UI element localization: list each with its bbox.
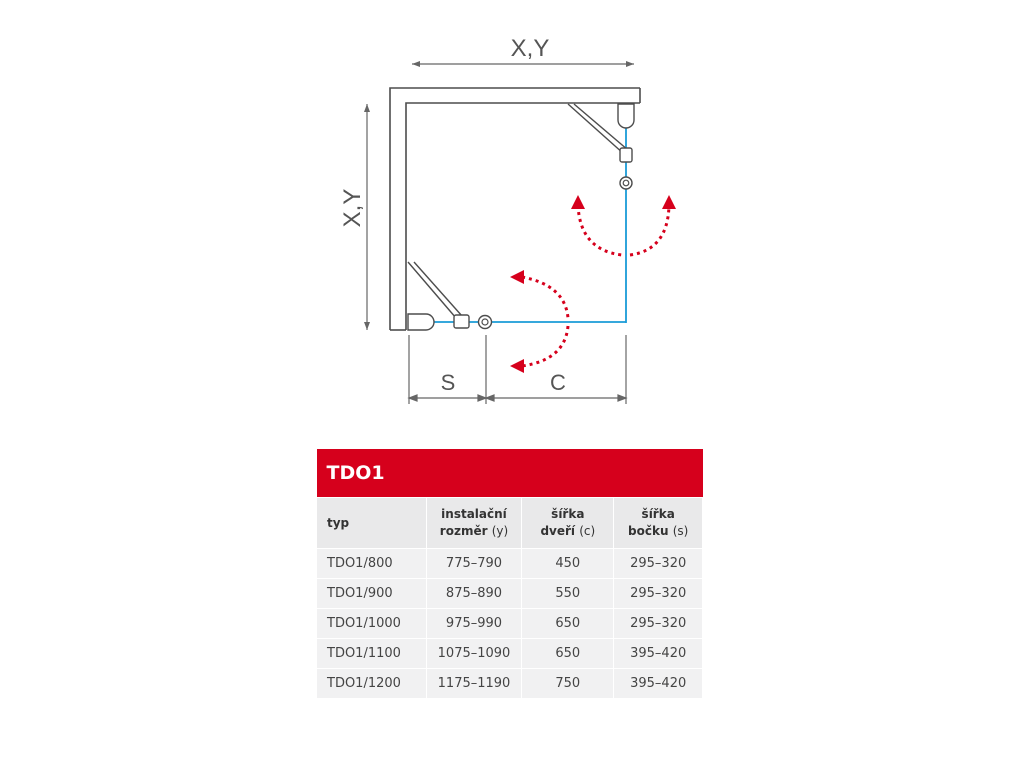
header-side-line1: šířka: [641, 507, 675, 521]
header-door-width: [522, 498, 614, 549]
cell-type: TDO1/1100: [317, 639, 427, 669]
side-dimension-label: S: [440, 370, 456, 395]
cell-door-width: 450: [522, 549, 614, 579]
cell-side-width: 395–420: [614, 669, 703, 699]
header-typ-label: typ: [327, 515, 350, 530]
wall-frame: [390, 88, 640, 330]
left-dimension-label: X,Y: [339, 188, 366, 228]
cell-type: TDO1/1200: [317, 669, 427, 699]
cell-install-size: 875–890: [426, 579, 522, 609]
table-title: TDO1: [317, 449, 703, 498]
cell-install-size: 975–990: [426, 609, 522, 639]
cell-install-size: 1175–1190: [426, 669, 522, 699]
cell-side-width: 295–320: [614, 609, 703, 639]
table-row: [317, 579, 703, 609]
header-side-width: [614, 498, 703, 549]
cell-door-width: 650: [522, 639, 614, 669]
top-dimension-label: X,Y: [510, 35, 550, 62]
header-install-line2: rozměr: [439, 524, 488, 538]
cell-side-width: 295–320: [614, 579, 703, 609]
cell-door-width: 550: [522, 579, 614, 609]
header-install-line1: instalační: [441, 507, 507, 521]
bottom-glass-panel: [408, 262, 626, 330]
cell-type: TDO1/800: [317, 549, 427, 579]
table-title-row: [317, 449, 703, 498]
cell-door-width: 750: [522, 669, 614, 699]
door-dimension-label: C: [550, 370, 566, 395]
table-row: [317, 669, 703, 699]
cell-side-width: 395–420: [614, 639, 703, 669]
cell-door-width: 650: [522, 609, 614, 639]
header-install-unit: (y): [491, 524, 509, 538]
header-side-line2: bočku: [628, 524, 669, 538]
cell-side-width: 295–320: [614, 549, 703, 579]
cell-install-size: 775–790: [426, 549, 522, 579]
cell-install-size: 1075–1090: [426, 639, 522, 669]
header-install-size: [426, 498, 522, 549]
header-typ: [317, 498, 427, 549]
table-row: [317, 549, 703, 579]
table-header-row: [317, 498, 703, 549]
header-door-unit: (c): [579, 524, 596, 538]
cell-type: TDO1/900: [317, 579, 427, 609]
header-side-unit: (s): [672, 524, 689, 538]
header-door-line1: šířka: [551, 507, 585, 521]
table-row: [317, 609, 703, 639]
table-row: [317, 639, 703, 669]
cell-type: TDO1/1000: [317, 609, 427, 639]
right-door-swing-arrows: [571, 195, 676, 255]
spec-table: [316, 449, 703, 699]
header-door-line2: dveří: [540, 524, 576, 538]
